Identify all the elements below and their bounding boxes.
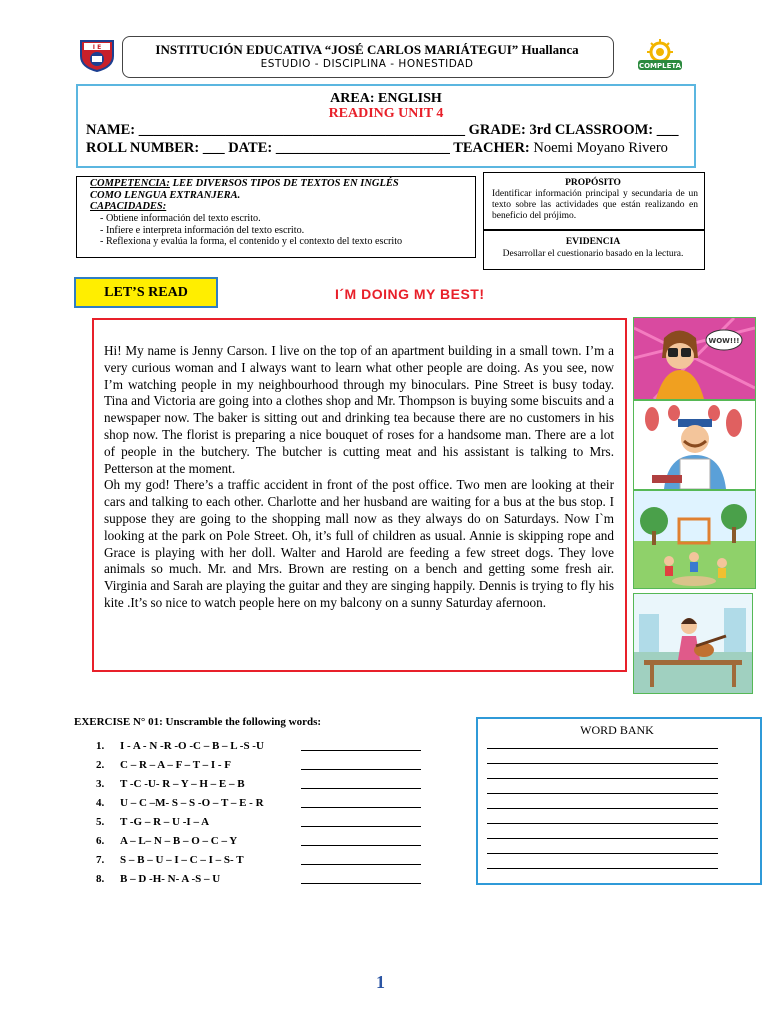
answer-line[interactable]: [301, 864, 421, 865]
logo-right-text: COMPLETA: [638, 62, 682, 70]
school-crest-logo: [78, 38, 116, 72]
capacidad-item: - Infiere e interpreta información del texto escrito.: [100, 224, 305, 236]
capacidades-list: [100, 213, 470, 248]
page-number: 1: [376, 972, 385, 992]
binoculars-woman-picture: [633, 317, 756, 400]
guitar-player-picture: [633, 593, 753, 694]
answer-line[interactable]: [301, 807, 421, 808]
competencia-text-2: COMO LENGUA EXTRANJERA.: [90, 189, 241, 201]
capacidades-label: CAPACIDADES:: [90, 201, 167, 212]
scrambled-word: I - A - N -R -O -C – B – L -S -U: [120, 740, 264, 752]
answer-line[interactable]: [301, 845, 421, 846]
scrambled-word: A – L– N – B – O – C – Y: [120, 835, 238, 847]
word-bank-line[interactable]: [487, 808, 718, 809]
roll-date-teacher-labels: ROLL NUMBER: ___ DATE: ________________________ TEACHER:: [86, 140, 530, 156]
word-bank-line[interactable]: [487, 838, 718, 839]
competencia-text: [90, 178, 470, 213]
scrambled-word: C – R – A – F – T – I - F: [120, 759, 232, 771]
park-picture: [633, 490, 756, 589]
item-number: 1.: [96, 740, 105, 752]
story-paragraph-1: Hi! My name is Jenny Carson. I live on the top of an apartment building in a small town. I’m a very curious woman and I always want to learn what other people are doing. As you see, now I’m watching people in my neighbourhood through my binoculars. Pine Street is busy today. Tina and Victoria are going into a clothes shop and Mr. Thompson is buying some biscuits and a newspaper now. The baker is sitting out and drinking tea because there are no customers in his shop now. The florist is preparing a nice bouquet of roses for a handsome man. There are a lot of people in the butchery. The butcher is cutting meat and his assistant is talking to Mrs. Petterson at the moment.: [104, 343, 614, 476]
scrambled-word: B – D -H- N- A -S – U: [120, 873, 221, 885]
area-label: AREA: ENGLISH: [330, 91, 442, 106]
reading-unit-label: READING UNIT 4: [328, 106, 444, 121]
lets-read-label: LET’S READ: [74, 277, 218, 308]
competencia-text-1: LEE DIVERSOS TIPOS DE TEXTOS EN INGLÉS: [169, 178, 399, 189]
item-number: 6.: [96, 835, 105, 847]
capacidad-item: - Obtiene información del texto escrito.: [100, 213, 261, 224]
scrambled-word: S – B – U – I – C – I – S- T: [120, 854, 244, 866]
evidencia-text: Desarrollar el cuestionario basado en la lectura.: [502, 249, 684, 259]
word-bank-title: WORD BANK: [580, 723, 654, 737]
wow-bubble-text: WOW!!!: [708, 337, 740, 345]
completa-logo: [636, 38, 684, 76]
item-number: 2.: [96, 759, 105, 771]
word-bank-line[interactable]: [487, 763, 718, 764]
name-grade-line: NAME: _____________________________________________ GRADE: 3rd CLASSROOM: ___: [86, 122, 679, 138]
answer-line[interactable]: [301, 788, 421, 789]
competencia-label: COMPETENCIA:: [90, 178, 170, 189]
proposito-text: Identificar información principal y secundaria de un texto sobre las actividades que están realizando en beneficio del prójimo.: [492, 189, 698, 221]
answer-line[interactable]: [301, 750, 421, 751]
logo-left-text: I E: [92, 44, 102, 51]
word-bank-line[interactable]: [487, 748, 718, 749]
scrambled-word: T -G – R – U -I – A: [120, 816, 210, 828]
exercise-title: EXERCISE N° 01: Unscramble the following words:: [74, 716, 322, 728]
word-bank-line[interactable]: [487, 853, 718, 854]
scrambled-word: U – C –M- S – S -O – T – E - R: [120, 797, 264, 809]
answer-line[interactable]: [301, 883, 421, 884]
item-number: 3.: [96, 778, 105, 790]
answer-line[interactable]: [301, 826, 421, 827]
school-motto: ESTUDIO - DISCIPLINA - HONESTIDAD: [260, 58, 474, 70]
story-title: I´M DOING MY BEST!: [335, 286, 485, 302]
proposito-title: PROPÓSITO: [565, 178, 621, 188]
story-text: [104, 343, 614, 612]
word-bank-line[interactable]: [487, 823, 718, 824]
scrambled-word: T -C -U- R – Y – H – E – B: [120, 778, 245, 790]
butcher-picture: [633, 400, 756, 490]
word-bank-box: [476, 717, 762, 885]
teacher-name: Noemi Moyano Rivero: [529, 140, 668, 156]
answer-line[interactable]: [301, 769, 421, 770]
evidencia-title: EVIDENCIA: [565, 237, 621, 247]
item-number: 8.: [96, 873, 105, 885]
item-number: 4.: [96, 797, 105, 809]
item-number: 5.: [96, 816, 105, 828]
story-paragraph-2: Oh my god! There’s a traffic accident in front of the post office. Two men are looking at their cars and talking to each other. Charlotte and her husband are waiting for a bus at the bus stop. I suppose they are going to the shopping mall now as they always do on Saturdays. Now I`m looking at the park on Pole Street. Oh, it’s full of children as usual. Annie is skipping rope and Grace is playing with her doll. Walter and Harold are feeding a few street dogs. They love animals so much. Mr. and Mrs. Brown are resting on a bench and getting some fresh air. Virginia and Sarah are playing the guitar and they are singing happily. Dennis is trying to fly his kite .It’s so nice to watch people here on my balcony on a sunny Saturday afernoon.: [104, 477, 614, 610]
capacidad-item: - Reflexiona y evalúa la forma, el contenido y el contexto del texto escrito: [100, 236, 403, 248]
roll-date-teacher-line: [86, 140, 668, 157]
word-bank-line[interactable]: [487, 793, 718, 794]
word-bank-line[interactable]: [487, 778, 718, 779]
word-bank-line[interactable]: [487, 868, 718, 869]
school-title: INSTITUCIÓN EDUCATIVA “JOSÉ CARLOS MARIÁTEGUI” Huallanca: [155, 42, 579, 57]
item-number: 7.: [96, 854, 105, 866]
